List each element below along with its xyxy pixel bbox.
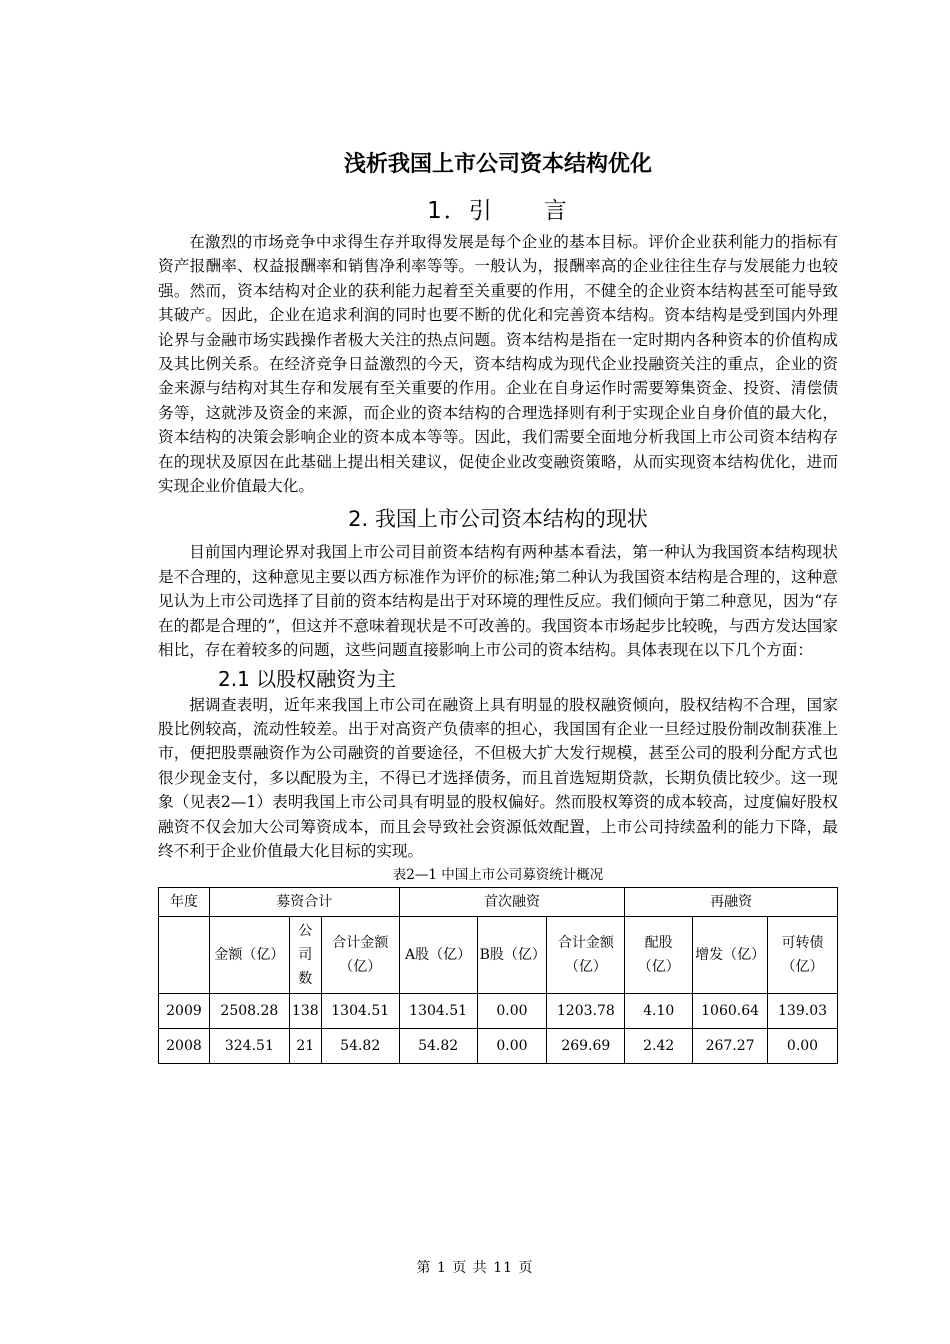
header-total: 募资合计 — [209, 888, 399, 917]
table-cell: 4.10 — [625, 994, 693, 1029]
document-page — [158, 150, 838, 1064]
section-2-paragraph: 目前国内理论界对我国上市公司目前资本结构有两种基本看法，第一种认为我国资本结构现状是不合理的，这种意见主要以西方标准作为评价的标准;第二种认为我国资本结构是合理的，这种意见认为上市公司选择了目前的资本结构是出于对环境的理性反应。我们倾向于第二种意见，因为“存在的都是合理的”，但这并不意味着现状是不可改善的。我国资本市场起步比较晚，与西方发达国家相比，存在着较多的问题，这些问题直接影响上市公司的资本结构。具体表现在以下几个方面： — [158, 543, 838, 660]
table-cell: 1060.64 — [693, 994, 768, 1029]
table-cell: 2508.28 — [209, 994, 289, 1029]
table-subheader-row — [159, 917, 838, 994]
header-refinancing: 再融资 — [625, 888, 838, 917]
section-1-heading: 1．引 言 — [427, 198, 569, 224]
table-row — [159, 1029, 838, 1064]
table-cell: 2009 — [159, 994, 210, 1029]
table-cell: 21 — [289, 1029, 321, 1064]
table-cell: 1203.78 — [547, 994, 625, 1029]
document-title: 浅析我国上市公司资本结构优化 — [343, 152, 652, 177]
table-cell: 269.69 — [547, 1029, 625, 1064]
subheader-empty — [159, 917, 210, 994]
table-cell: 324.51 — [209, 1029, 289, 1064]
table-cell: 0.00 — [477, 994, 547, 1029]
table-cell: 267.27 — [693, 1029, 768, 1064]
subheader-convertible: 可转债（亿） — [768, 917, 838, 994]
section-2-heading: 2. 我国上市公司资本结构的现状 — [348, 507, 648, 532]
table-cell: 2008 — [159, 1029, 210, 1064]
subheader-ipo-total: 合计金额（亿） — [547, 917, 625, 994]
table-cell: 54.82 — [399, 1029, 477, 1064]
subheader-companies: 公司数 — [289, 917, 321, 994]
table-caption: 表2—1 中国上市公司募资统计概况 — [392, 867, 604, 884]
section-1-paragraph: 在激烈的市场竞争中求得生存并取得发展是每个企业的基本目标。评价企业获利能力的指标有资产报酬率、权益报酬率和销售净利率等等。一般认为，报酬率高的企业往往生存与发展能力也较强。然而，资本结构对企业的获利能力起着至关重要的作用，不健全的企业资本结构甚至可能导致其破产。因此，企业在追求利润的同时也要不断的优化和完善资本结构。资本结构是受到国内外理论界与金融市场实践操作者极大关注的热点问题。资本结构是指在一定时期内各种资本的价值构成及其比例关系。在经济竞争日益激烈的今天，资本结构成为现代企业投融资关注的重点，企业的资金来源与结构对其生存和发展有至关重要的作用。企业在自身运作时需要筹集资金、投资、清偿债务等，这就涉及资金的来源，而企业的资本结构的合理选择则有利于实现企业自身价值的最大化，资本结构的决策会影响企业的资本成本等等。因此，我们需要全面地分析我国上市公司资本结构存在的现状及原因在此基础上提出相关建议，促使企业改变融资策略，从而实现资本结构优化，进而实现企业价值最大化。 — [158, 233, 838, 496]
subheader-additional: 增发（亿） — [693, 917, 768, 994]
subheader-amount: 金额（亿） — [209, 917, 289, 994]
header-year: 年度 — [159, 888, 210, 917]
subheader-b-share: B股（亿） — [477, 917, 547, 994]
table-cell: 138 — [289, 994, 321, 1029]
table-cell: 54.82 — [321, 1029, 399, 1064]
table-cell: 139.03 — [768, 994, 838, 1029]
table-cell: 1304.51 — [321, 994, 399, 1029]
table-header-row — [159, 888, 838, 917]
table-cell: 2.42 — [625, 1029, 693, 1064]
table-cell: 1304.51 — [399, 994, 477, 1029]
fundraising-table — [158, 887, 838, 1064]
header-ipo: 首次融资 — [399, 888, 625, 917]
subheader-rights: 配股（亿） — [625, 917, 693, 994]
table-cell: 0.00 — [768, 1029, 838, 1064]
page-footer: 第 1 页 共 11 页 — [416, 1260, 534, 1276]
section-2-1-heading: 2.1 以股权融资为主 — [218, 666, 397, 691]
subheader-total-amount: 合计金额（亿） — [321, 917, 399, 994]
subheader-a-share: A股（亿） — [399, 917, 477, 994]
table-cell: 0.00 — [477, 1029, 547, 1064]
section-2-1-paragraph: 据调查表明，近年来我国上市公司在融资上具有明显的股权融资倾向，股权结构不合理，国家股比例较高，流动性较差。出于对高资产负债率的担心，我国国有企业一旦经过股份制改制获准上市，便把股票融资作为公司融资的首要途径，不但极大扩大发行规模，甚至公司的股利分配方式也很少现金支付，多以配股为主，不得已才选择债务，而且首选短期贷款，长期负债比较少。这一现象（见表2—1）表明我国上市公司具有明显的股权偏好。然而股权筹资的成本较高，过度偏好股权融资不仅会加大公司筹资成本，而且会导致社会资源低效配置，上市公司持续盈利的能力下降，最终不利于企业价值最大化目标的实现。 — [158, 695, 838, 860]
table-row — [159, 994, 838, 1029]
